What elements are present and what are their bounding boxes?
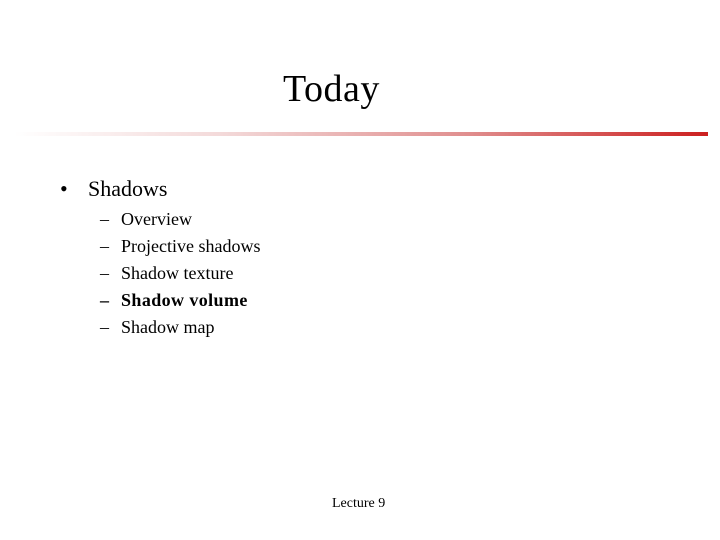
sub-item-shadow-texture xyxy=(100,261,260,288)
dash-marker: – xyxy=(100,209,109,229)
sub-item-overview xyxy=(100,207,260,234)
slide-footer: Lecture 9 xyxy=(332,496,386,511)
main-bullet-text: Shadows xyxy=(88,176,168,201)
dash-marker: – xyxy=(100,317,109,337)
dash-marker: – xyxy=(100,236,109,256)
sub-item-text: Shadow texture xyxy=(121,263,234,283)
bullet-marker: • xyxy=(60,176,68,201)
sub-item-text: Overview xyxy=(121,209,192,229)
sub-bullet-list xyxy=(100,207,260,342)
sub-item-text: Projective shadows xyxy=(121,236,261,256)
sub-item-shadow-volume xyxy=(100,288,260,315)
slide-title: Today xyxy=(283,68,380,110)
sub-item-text: Shadow volume xyxy=(121,290,248,310)
sub-item-text: Shadow map xyxy=(121,317,215,337)
sub-item-shadow-map xyxy=(100,315,260,342)
dash-marker: – xyxy=(100,290,110,310)
sub-item-projective-shadows xyxy=(100,234,260,261)
title-underline-rule xyxy=(14,132,708,136)
main-bullet xyxy=(60,175,167,203)
dash-marker: – xyxy=(100,263,109,283)
